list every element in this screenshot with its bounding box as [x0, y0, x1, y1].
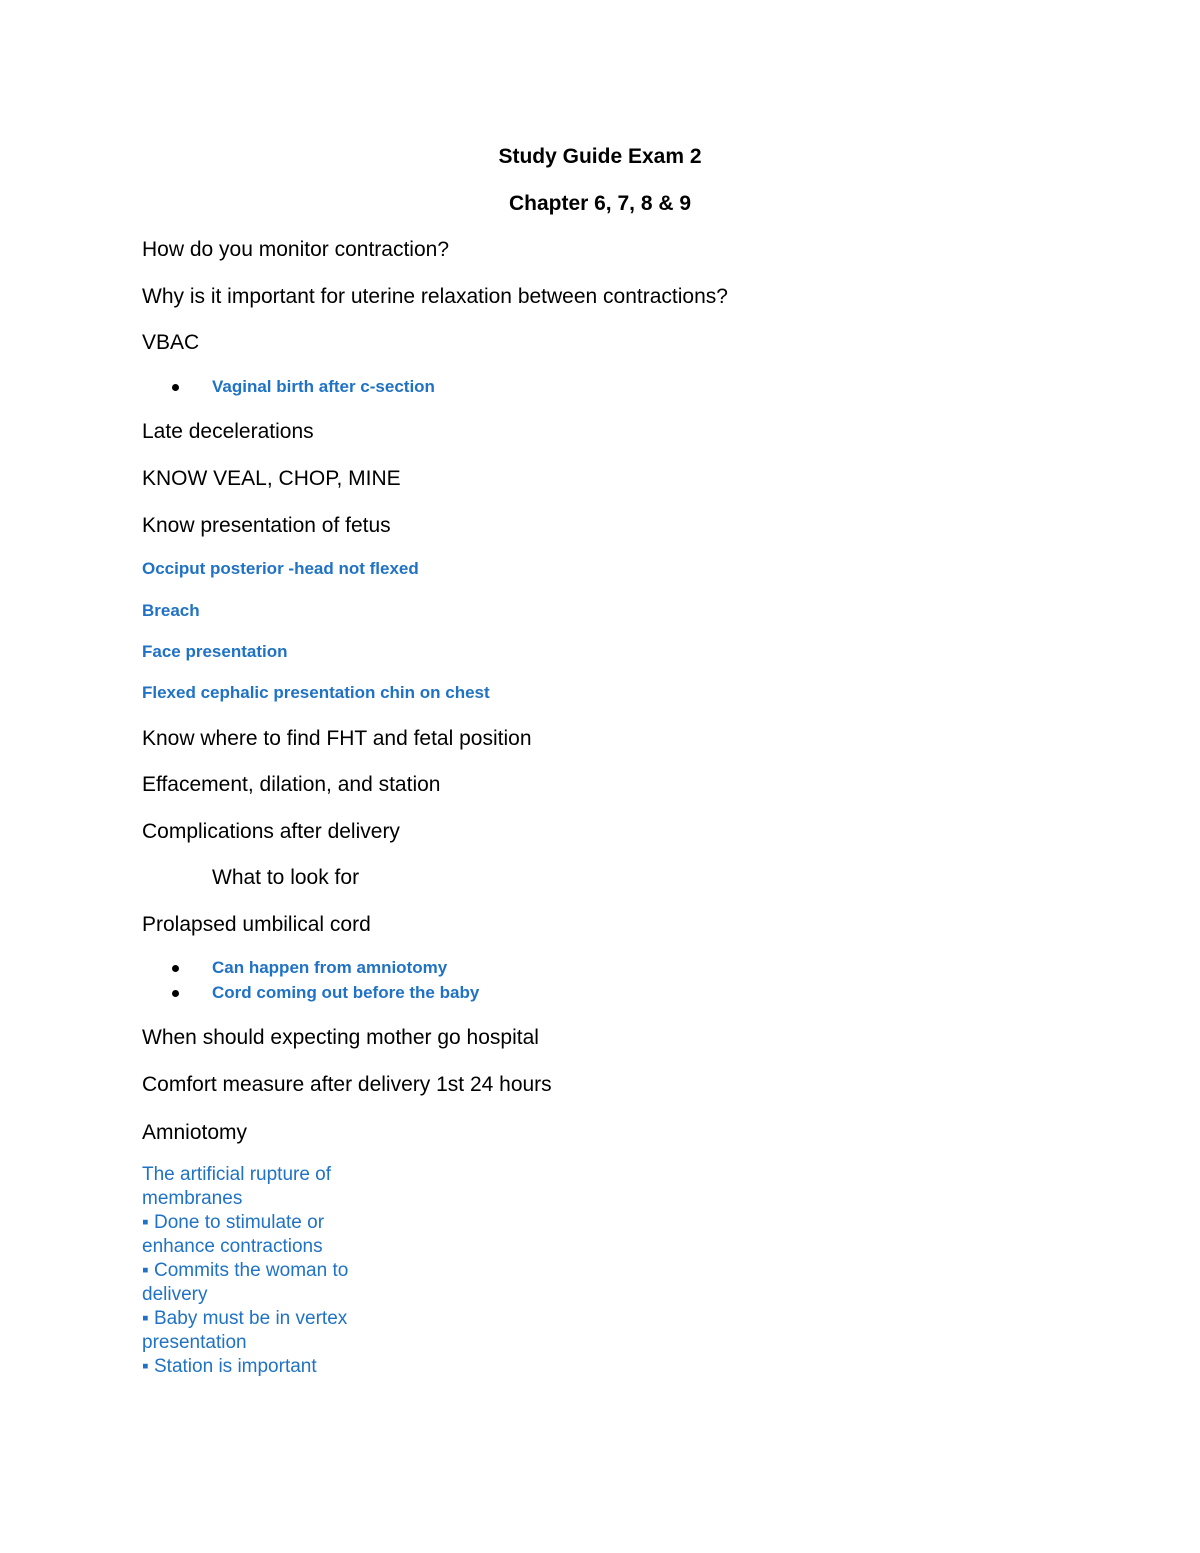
heading-vbac: VBAC	[142, 331, 200, 354]
list-item	[172, 957, 447, 979]
heading-comfort-measures: Comfort measure after delivery 1st 24 hours	[142, 1073, 552, 1096]
presentation-item: Face presentation	[142, 642, 288, 661]
heading-fetal-presentation: Know presentation of fetus	[142, 514, 391, 537]
heading-veal-chop-mine: KNOW VEAL, CHOP, MINE	[142, 467, 401, 490]
bullet-icon	[172, 965, 179, 972]
heading-go-to-hospital: When should expecting mother go hospital	[142, 1026, 539, 1049]
note-line: delivery	[142, 1284, 208, 1305]
question-uterine-relaxation: Why is it important for uterine relaxation between contractions?	[142, 285, 728, 308]
note-line: ▪ Done to stimulate or	[142, 1212, 325, 1233]
note-line: enhance contractions	[142, 1236, 323, 1257]
list-item	[172, 982, 479, 1004]
note-line: ▪ Commits the woman to	[142, 1260, 349, 1281]
document-subtitle: Chapter 6, 7, 8 & 9	[508, 192, 692, 215]
note-line: The artificial rupture of	[142, 1164, 332, 1185]
vbac-definition: Vaginal birth after c-section	[212, 377, 435, 396]
bullet-icon	[172, 990, 179, 997]
amniotomy-notes	[142, 1163, 382, 1379]
note-line: ▪ Station is important	[142, 1356, 317, 1377]
prolapsed-cord-note: Can happen from amniotomy	[212, 958, 448, 977]
heading-effacement: Effacement, dilation, and station	[142, 773, 441, 796]
prolapsed-cord-note: Cord coming out before the baby	[212, 983, 480, 1002]
bullet-icon	[172, 384, 179, 391]
presentation-item: Breach	[142, 601, 200, 620]
document-title: Study Guide Exam 2	[498, 145, 702, 168]
heading-complications: Complications after delivery	[142, 820, 400, 843]
subheading-what-to-look-for: What to look for	[212, 866, 360, 889]
list-item	[172, 376, 435, 398]
presentation-item: Flexed cephalic presentation chin on chest	[142, 683, 490, 702]
note-line: membranes	[142, 1188, 243, 1209]
presentation-item: Occiput posterior -head not flexed	[142, 559, 419, 578]
heading-fht-position: Know where to find FHT and fetal position	[142, 727, 532, 750]
heading-late-decelerations: Late decelerations	[142, 420, 314, 443]
note-line: ▪ Baby must be in vertex	[142, 1308, 348, 1329]
note-line: presentation	[142, 1332, 247, 1353]
heading-amniotomy: Amniotomy	[142, 1121, 248, 1144]
question-monitor-contraction: How do you monitor contraction?	[142, 238, 449, 261]
heading-prolapsed-cord: Prolapsed umbilical cord	[142, 913, 371, 936]
